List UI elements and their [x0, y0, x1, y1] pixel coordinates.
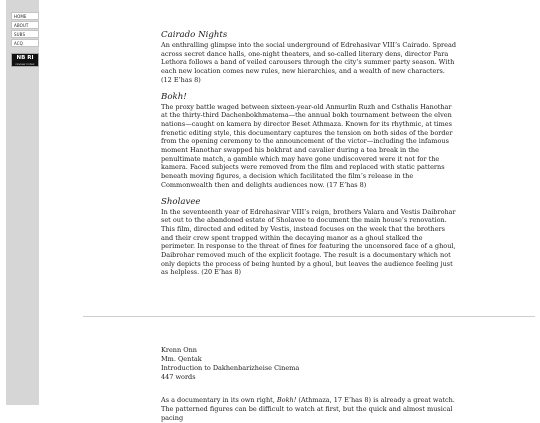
essay-header: [161, 346, 461, 382]
course-title: Introduction to Dakhenbarizheise Cinema: [161, 364, 300, 372]
section-divider: [83, 316, 535, 317]
nav-item-home[interactable]: HOME: [11, 12, 39, 20]
badge-sub-text: review index: [15, 62, 35, 66]
intro-film-title: Bokh!: [276, 395, 297, 404]
review-entry: [161, 92, 457, 190]
intro-text-before: As a documentary in its own right,: [161, 395, 277, 404]
entry-title: Sholavee: [161, 196, 201, 207]
site-badge[interactable]: [11, 53, 39, 67]
review-list: [161, 30, 457, 284]
essay-paragraph: [161, 396, 459, 423]
nav-item-subs[interactable]: SUBS: [11, 30, 39, 38]
author-name: Krenn Onn: [161, 346, 197, 354]
entry-text: The proxy battle waged between sixteen-year-old Anmurlin Ruzh and Csthalis Hanothar at the thirty-third Dachenbokhmatema—the annual bokh tournament between the elven nations—caught on kamera by director Beset Athmaza. Known for its rhythmic, at times frenetic editing style, this documentary captures the tension on both sides of the border from the opening ceremony to the announcement of the victor—including the infamous moment Hanothar swapped his bokhrat and cavalier during a tea break in the penultimate match, a gamble which may have gone undiscovered were it not for the kamera. Faced subjects were removed from the film and replaced with static patterns beneath moving figures, a decision which facilitated the film’s release in the Commonwealth then and delights audiences now. (17 E’has 8): [161, 102, 453, 189]
entry-title: Cairado Nights: [161, 30, 228, 40]
nav-item-about[interactable]: ABOUT: [11, 21, 39, 29]
intro-text-after: (Athmaza, 17 E’has 8) is already a great watch. The patterned figures can be difficult to watch at first, but the quick and almost musical pacing: [161, 395, 455, 422]
sidebar: [6, 0, 39, 405]
nav-item-acq[interactable]: ACQ: [11, 39, 39, 47]
word-count: 447 words: [161, 373, 196, 381]
instructor-name: Mm. Qentak: [161, 355, 202, 363]
sidebar-nav: [11, 12, 39, 48]
badge-main-text: NB RI: [16, 55, 34, 61]
entry-title: Bokh!: [161, 91, 187, 102]
review-entry: [161, 197, 457, 278]
review-entry: [161, 30, 457, 85]
entry-text: In the seventeenth year of Edrehasivar VIII’s reign, brothers Valara and Vestis Daibrohar set out to the abandoned estate of Sholavee to document the main house’s renovation. This film, directed and edited by Vestis, instead focuses on the week that the brothers and their crew spent trapped within the decaying manor as a ghoul stalked the perimeter. In response to the threat of fines for featuring the uncensored face of a ghoul, Daibrohar removed much of the explicit footage. The result is a documentary which not only depicts the process of being hunted by a ghoul, but leaves the audience feeling just as helpless. (20 E’has 8): [161, 207, 456, 277]
entry-text: An enthralling glimpse into the social underground of Edrehasivar VIII’s Cairado. Spread across secret dance halls, one-night theaters, and so-called literary dens, director Para Lethora follows a band of veiled carousers through the city’s summer party season. With each new location comes new rules, new hierarchies, and a wealth of new characters. (12 E’has 8): [161, 41, 457, 84]
